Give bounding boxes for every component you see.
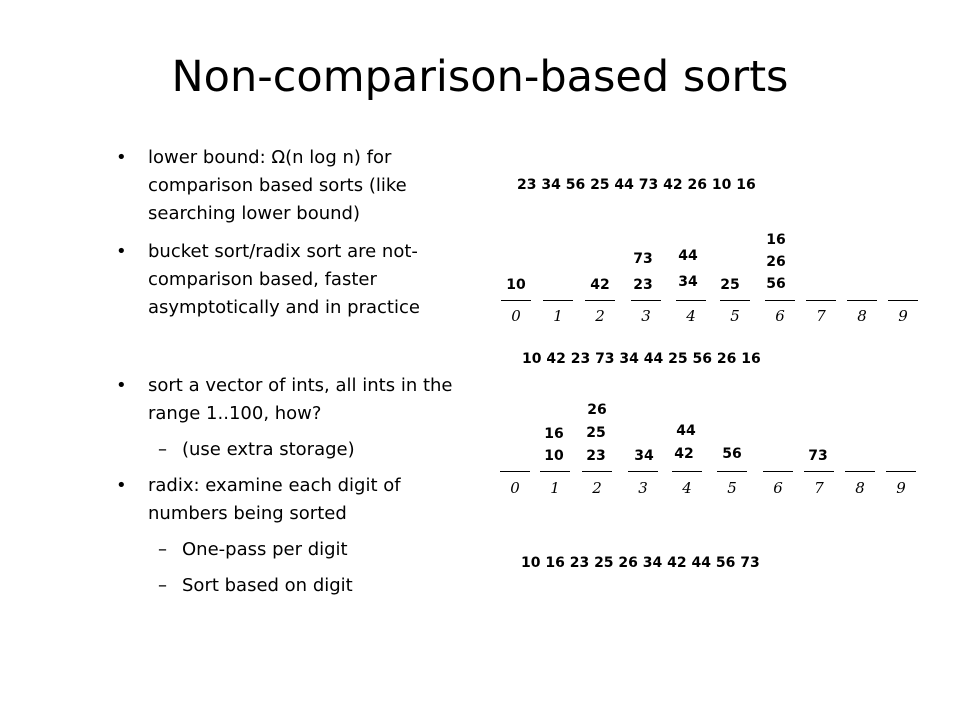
bucket-index: 5 [730, 307, 740, 325]
bucket-entry: 26 [766, 254, 786, 270]
bucket-entry: 25 [586, 425, 606, 441]
bullet-text: sort a vector of ints, all ints in the range 1..100, how? [148, 375, 453, 424]
bucket-entry: 42 [674, 446, 694, 462]
bucket-index: 2 [592, 479, 602, 497]
bucket-line [763, 471, 793, 472]
bucket-line [886, 471, 916, 472]
bucket-entry: 23 [586, 448, 606, 464]
bullet-dot-icon: • [116, 475, 127, 496]
bucket-entry: 26 [587, 402, 607, 418]
bucket-index: 4 [686, 307, 696, 325]
sub-bullet-text: (use extra storage) [182, 439, 355, 460]
bucket-entry: 16 [544, 426, 564, 442]
bucket-entry: 25 [720, 277, 740, 293]
bucket-line [717, 471, 747, 472]
bucket-index: 2 [595, 307, 605, 325]
bucket-line [582, 471, 612, 472]
bucket-entry: 16 [766, 232, 786, 248]
bullet-text: bucket sort/radix sort are not-comparison based, faster asymptotically and in practice [148, 241, 420, 318]
bucket-line [806, 300, 836, 301]
bucket-line [540, 471, 570, 472]
sub-bullet-text: Sort based on digit [182, 575, 353, 596]
sub-bullet-item [116, 436, 486, 464]
pass1-result-sequence: 10 42 23 73 34 44 25 56 26 16 [522, 351, 761, 367]
final-sorted-sequence: 10 16 23 25 26 34 42 44 56 73 [521, 555, 760, 571]
bucket-line [847, 300, 877, 301]
bullet-dot-icon: • [116, 147, 127, 168]
sub-bullet-dash-icon: – [158, 439, 167, 460]
bullet-item [116, 372, 493, 428]
bucket-entry: 34 [678, 274, 698, 290]
bucket-line [804, 471, 834, 472]
sub-bullet-item [116, 572, 486, 600]
bullet-text: lower bound: Ω(n log n) for comparison based sorts (like searching lower bound) [148, 147, 407, 224]
bucket-entry: 73 [808, 448, 828, 464]
bucket-entry: 10 [506, 277, 526, 293]
bucket-line [765, 300, 795, 301]
bullet-text: radix: examine each digit of numbers being sorted [148, 475, 401, 524]
bucket-index: 7 [814, 479, 824, 497]
bucket-index: 3 [641, 307, 651, 325]
bucket-index: 8 [857, 307, 867, 325]
bullet-dot-icon: • [116, 241, 127, 262]
bucket-index: 9 [896, 479, 906, 497]
sub-bullet-text: One-pass per digit [182, 539, 348, 560]
bullet-item [116, 144, 468, 228]
bucket-entry: 56 [722, 446, 742, 462]
bucket-index: 1 [550, 479, 560, 497]
bucket-index: 4 [682, 479, 692, 497]
input-sequence: 23 34 56 25 44 73 42 26 10 16 [517, 177, 756, 193]
bucket-line [628, 471, 658, 472]
bucket-line [631, 300, 661, 301]
bucket-line [585, 300, 615, 301]
slide-title: Non-comparison-based sorts [171, 52, 789, 102]
bucket-entry: 23 [633, 277, 653, 293]
bucket-index: 5 [727, 479, 737, 497]
bullet-dot-icon: • [116, 375, 127, 396]
bucket-entry: 44 [676, 423, 696, 439]
bucket-entry: 34 [634, 448, 654, 464]
bucket-line [888, 300, 918, 301]
bucket-line [500, 471, 530, 472]
bucket-index: 6 [775, 307, 785, 325]
bullet-list [116, 144, 486, 600]
bucket-index: 0 [511, 307, 521, 325]
sub-bullet-item [116, 536, 486, 564]
bullet-item [116, 472, 478, 528]
bucket-index: 9 [898, 307, 908, 325]
bucket-index: 7 [816, 307, 826, 325]
bucket-entry: 56 [766, 276, 786, 292]
bucket-index: 1 [553, 307, 563, 325]
bucket-line [676, 300, 706, 301]
bucket-index: 0 [510, 479, 520, 497]
bucket-index: 3 [638, 479, 648, 497]
bucket-index: 6 [773, 479, 783, 497]
bucket-entry: 44 [678, 248, 698, 264]
bucket-line [845, 471, 875, 472]
bucket-line [543, 300, 573, 301]
bullet-item [116, 238, 468, 322]
bucket-line [501, 300, 531, 301]
sub-bullet-dash-icon: – [158, 575, 167, 596]
bucket-line [672, 471, 702, 472]
sub-bullet-dash-icon: – [158, 539, 167, 560]
bucket-line [720, 300, 750, 301]
bucket-index: 8 [855, 479, 865, 497]
bucket-entry: 42 [590, 277, 610, 293]
bucket-entry: 10 [544, 448, 564, 464]
bucket-entry: 73 [633, 251, 653, 267]
